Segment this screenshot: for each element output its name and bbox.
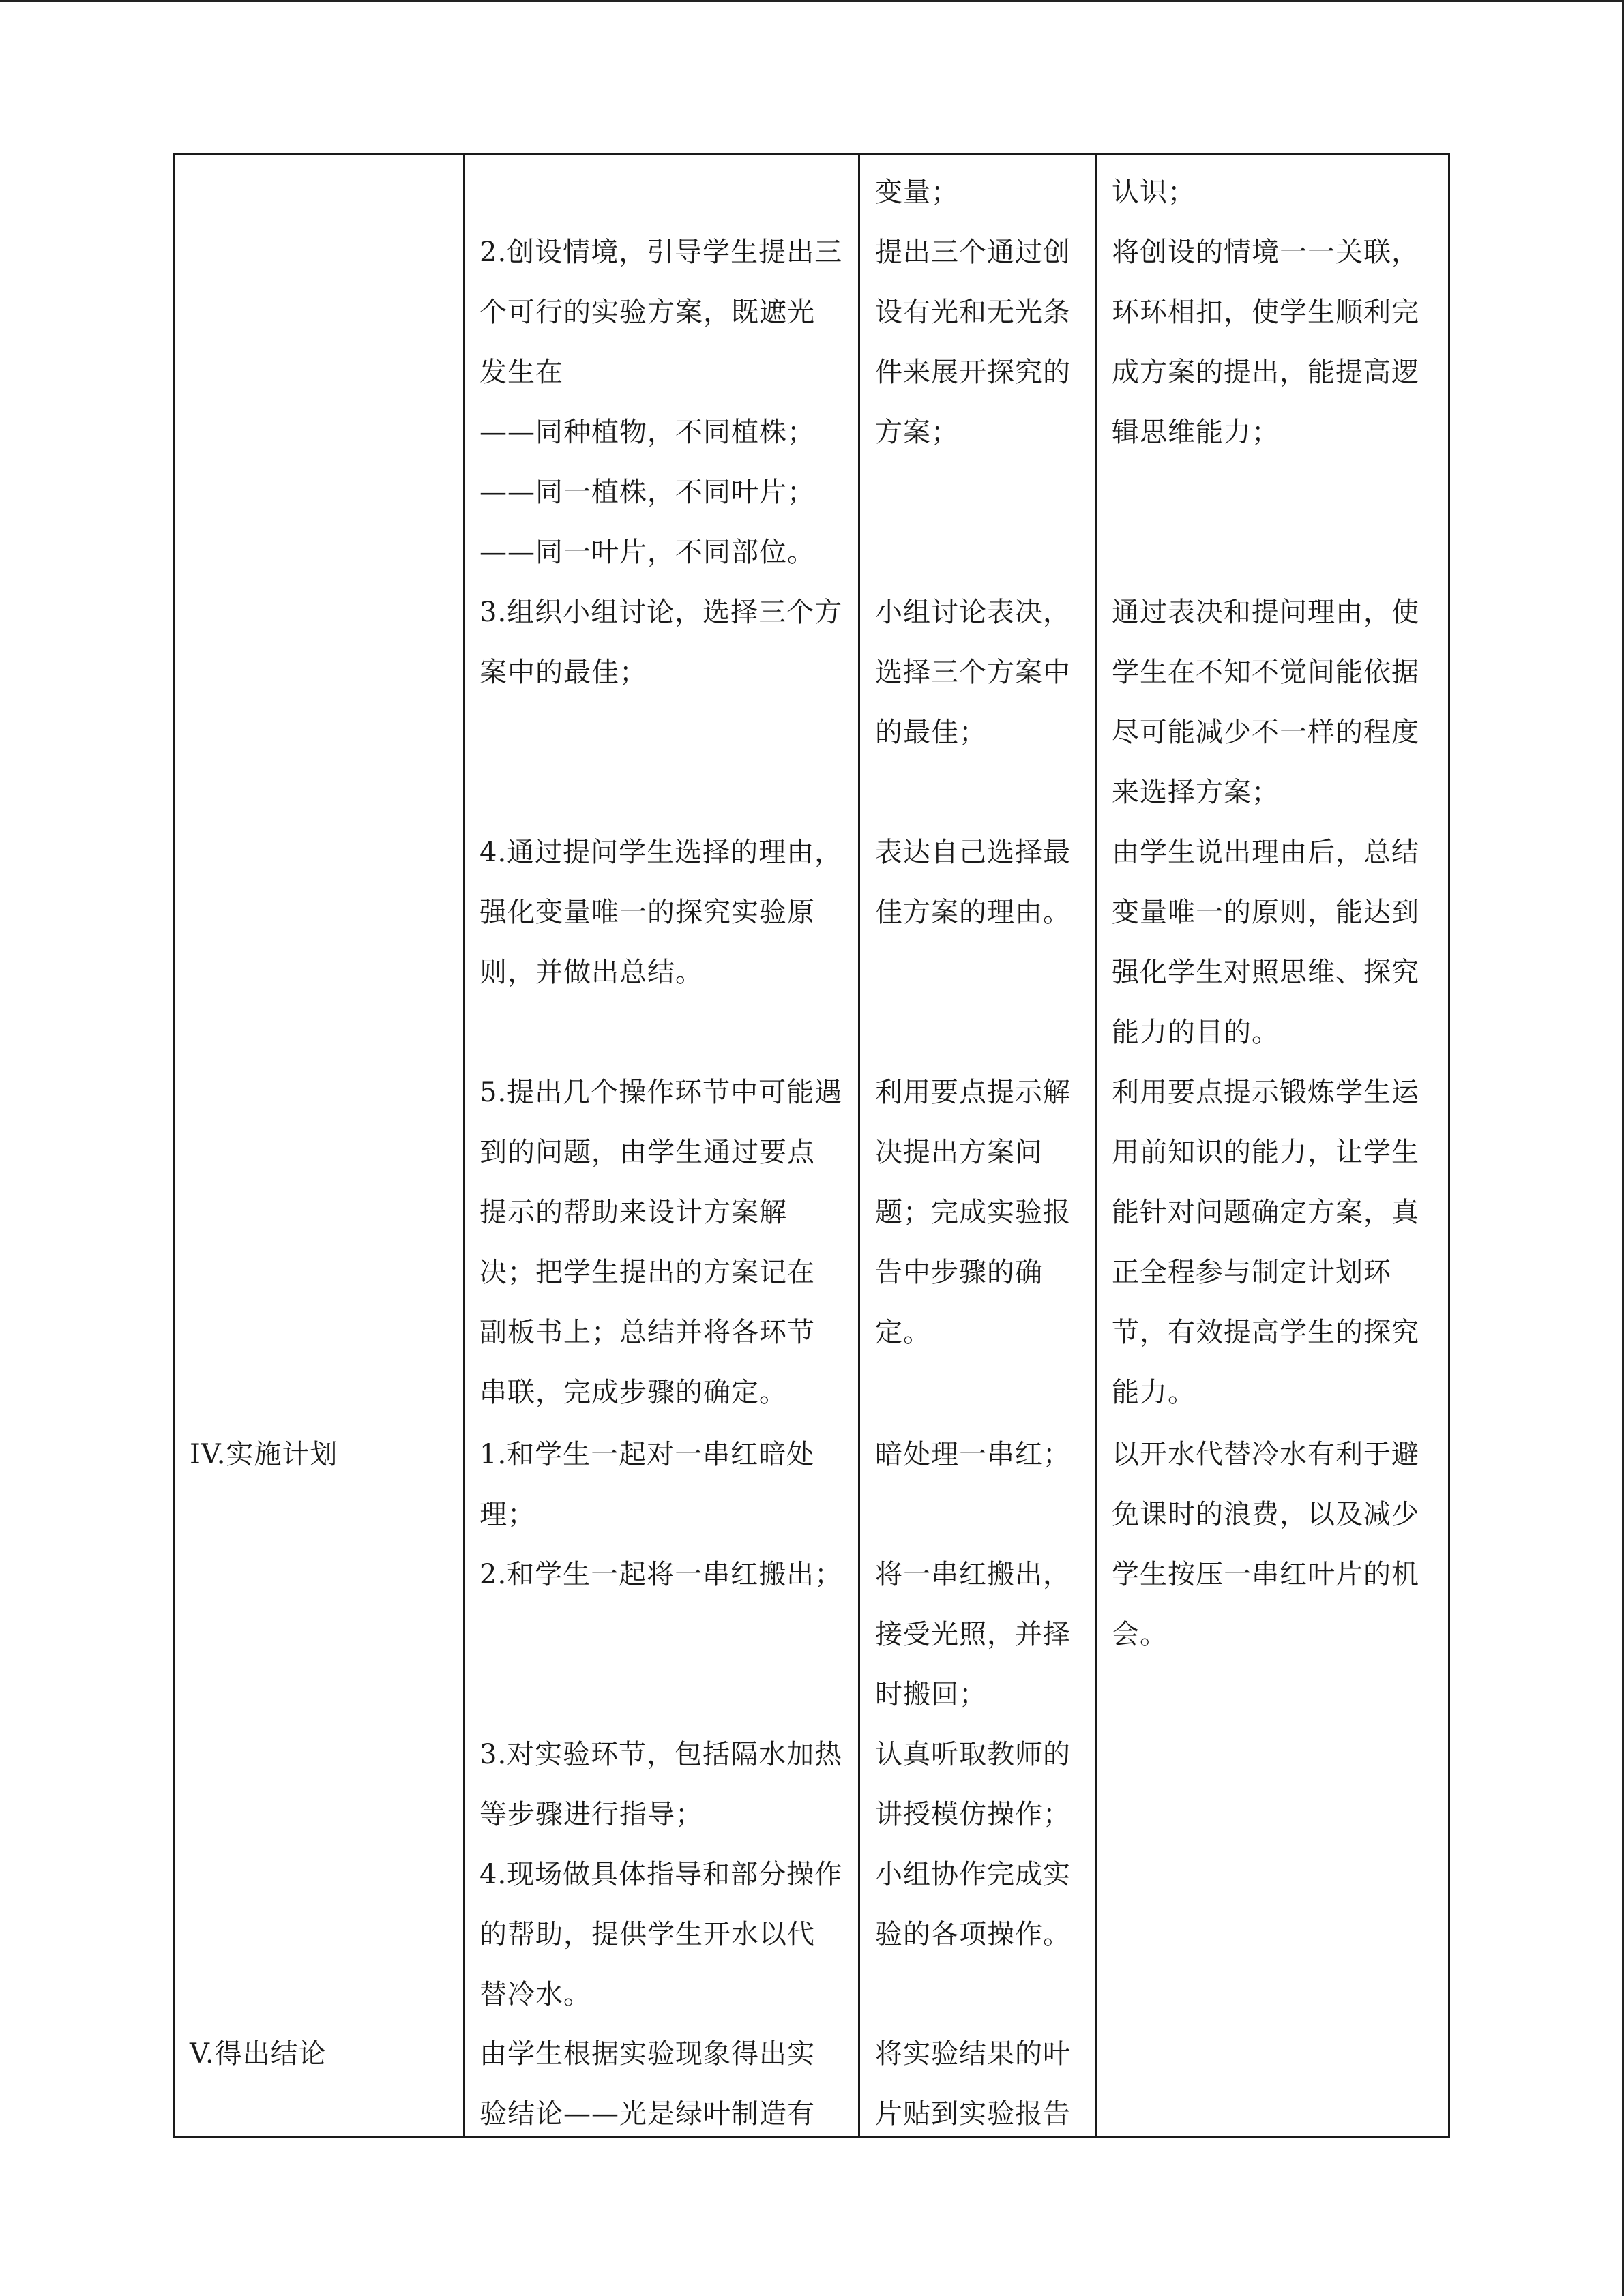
teacher-activity-line: 替冷水。	[479, 1979, 591, 2010]
stage-label: V.得出结论	[190, 2038, 327, 2070]
teacher-activity-line: 3.对实验环节，包括隔水加热	[479, 1739, 843, 1770]
teacher-activity-line: 2.和学生一起将一串红搬出；	[479, 1559, 843, 1590]
student-activity-line: 将一串红搬出，	[875, 1559, 1071, 1590]
student-activity-line: 认真听取教师的	[875, 1739, 1071, 1770]
purpose-line: 由学生说出理由后，总结	[1112, 837, 1419, 868]
student-activity-line: 方案；	[875, 417, 959, 448]
purpose-line: 辑思维能力；	[1112, 417, 1280, 448]
column-divider-3	[1095, 153, 1097, 2138]
student-activity-line: 佳方案的理由。	[875, 897, 1071, 928]
teacher-activity-line: 的帮助，提供学生开水以代	[479, 1919, 815, 1950]
student-activity-line: 时搬回；	[875, 1679, 987, 1710]
purpose-line: 会。	[1112, 1619, 1168, 1650]
purpose-line: 尽可能减少不一样的程度	[1112, 717, 1419, 748]
teacher-activity-line: 个可行的实验方案，既遮光	[479, 297, 815, 328]
purpose-line: 学生按压一串红叶片的机	[1112, 1559, 1419, 1590]
student-activity-line: 的最佳；	[875, 717, 987, 748]
teacher-activity-line: 决；把学生提出的方案记在	[479, 1257, 815, 1288]
teacher-activity-line: 1.和学生一起对一串红暗处	[479, 1439, 815, 1470]
teacher-activity-line: 理；	[479, 1499, 535, 1530]
student-activity-line: 题；完成实验报	[875, 1197, 1071, 1228]
teacher-activity-line: 发生在	[479, 357, 563, 388]
teacher-activity-line: 提示的帮助来设计方案解	[479, 1197, 787, 1228]
purpose-line: 节，有效提高学生的探究	[1112, 1317, 1419, 1348]
column-divider-2	[858, 153, 860, 2138]
teacher-activity-line: 2.创设情境，引导学生提出三	[479, 237, 843, 268]
student-activity-line: 选择三个方案中	[875, 657, 1071, 688]
purpose-line: 能力的目的。	[1112, 1017, 1280, 1048]
purpose-line: 将创设的情境一一关联，	[1112, 237, 1419, 268]
purpose-line: 能针对问题确定方案，真	[1112, 1197, 1419, 1228]
purpose-line: 变量唯一的原则，能达到	[1112, 897, 1419, 928]
teacher-activity-line: ——同种植物，不同植株；	[479, 417, 815, 448]
student-activity-line: 变量；	[875, 177, 959, 208]
teacher-activity-line: 验结论——光是绿叶制造有	[479, 2098, 815, 2130]
teacher-activity-line: 5.提出几个操作环节中可能遇	[479, 1077, 843, 1108]
student-activity-line: 提出三个通过创	[875, 237, 1071, 268]
purpose-line: 学生在不知不觉间能依据	[1112, 657, 1419, 688]
student-activity-line: 决提出方案问	[875, 1137, 1043, 1168]
student-activity-line: 讲授模仿操作；	[875, 1799, 1071, 1830]
page-top-border	[0, 0, 1624, 2]
purpose-line: 强化学生对照思维、探究	[1112, 957, 1419, 988]
student-activity-line: 告中步骤的确	[875, 1257, 1043, 1288]
purpose-line: 免课时的浪费，以及减少	[1112, 1499, 1419, 1530]
teacher-activity-line: 到的问题，由学生通过要点	[479, 1137, 815, 1168]
student-activity-line: 片贴到实验报告	[875, 2098, 1071, 2130]
column-divider-1	[463, 153, 465, 2138]
student-activity-line: 利用要点提示解	[875, 1077, 1071, 1108]
student-activity-line: 定。	[875, 1317, 931, 1348]
purpose-line: 成方案的提出，能提高逻	[1112, 357, 1419, 388]
purpose-line: 用前知识的能力，让学生	[1112, 1137, 1419, 1168]
student-activity-line: 小组讨论表决，	[875, 597, 1071, 628]
teacher-activity-line: ——同一植株，不同叶片；	[479, 477, 815, 508]
purpose-line: 正全程参与制定计划环	[1112, 1257, 1391, 1288]
teacher-activity-line: 4.通过提问学生选择的理由，	[479, 837, 843, 868]
teacher-activity-line: 串联，完成步骤的确定。	[479, 1377, 787, 1408]
teacher-activity-line: 3.组织小组讨论，选择三个方	[479, 597, 843, 628]
teacher-activity-line: 强化变量唯一的探究实验原	[479, 897, 815, 928]
student-activity-line: 接受光照，并择	[875, 1619, 1071, 1650]
purpose-line: 以开水代替冷水有利于避	[1112, 1439, 1419, 1470]
student-activity-line: 件来展开探究的	[875, 357, 1071, 388]
purpose-line: 利用要点提示锻炼学生运	[1112, 1077, 1419, 1108]
purpose-line: 能力。	[1112, 1377, 1196, 1408]
student-activity-line: 验的各项操作。	[875, 1919, 1071, 1950]
purpose-line: 来选择方案；	[1112, 777, 1280, 808]
stage-label: IV.实施计划	[190, 1439, 338, 1470]
purpose-line: 环环相扣，使学生顺利完	[1112, 297, 1419, 328]
teacher-activity-line: 由学生根据实验现象得出实	[479, 2038, 815, 2070]
student-activity-line: 将实验结果的叶	[875, 2038, 1071, 2070]
teacher-activity-line: 等步骤进行指导；	[479, 1799, 703, 1830]
purpose-line: 认识；	[1112, 177, 1196, 208]
teacher-activity-line: 则，并做出总结。	[479, 957, 703, 988]
student-activity-line: 设有光和无光条	[875, 297, 1071, 328]
student-activity-line: 暗处理一串红；	[875, 1439, 1071, 1470]
teacher-activity-line: ——同一叶片，不同部位。	[479, 537, 815, 568]
teacher-activity-line: 案中的最佳；	[479, 657, 647, 688]
student-activity-line: 小组协作完成实	[875, 1859, 1071, 1890]
student-activity-line: 表达自己选择最	[875, 837, 1071, 868]
purpose-line: 通过表决和提问理由，使	[1112, 597, 1419, 628]
teacher-activity-line: 副板书上；总结并将各环节	[479, 1317, 815, 1348]
teacher-activity-line: 4.现场做具体指导和部分操作	[479, 1859, 843, 1890]
